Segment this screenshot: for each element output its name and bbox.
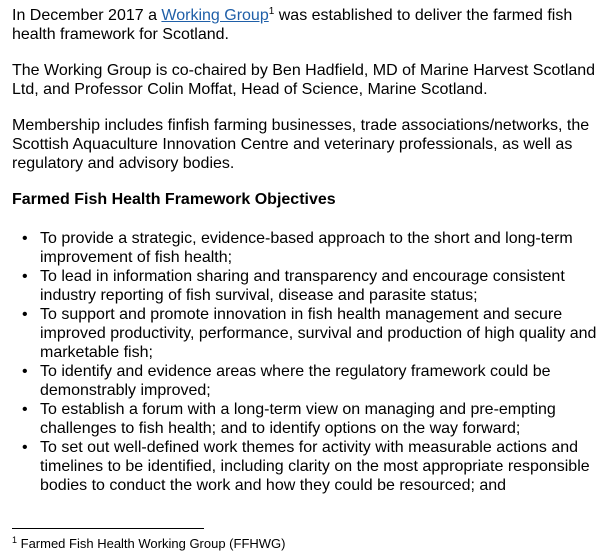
intro-text-before: In December 2017 a <box>12 7 162 24</box>
membership-paragraph: Membership includes finfish farming businesses, trade associations/networks, the Scottish Aquaculture Innovation Centre and veterinary professionals, as well as regulatory and advisory bodies. <box>12 117 590 172</box>
objective-item <box>12 305 607 362</box>
footnote <box>12 536 286 552</box>
objective-item <box>12 229 607 267</box>
section-heading: Farmed Fish Health Framework Objectives <box>12 191 336 208</box>
footnote-divider <box>12 528 204 529</box>
bullet-icon: • <box>22 439 28 456</box>
objective-item <box>12 438 607 495</box>
objective-text: To establish a forum with a long-term view on managing and pre-empting challenges to fish health; and to identify options on the way forward; <box>40 401 556 437</box>
intro-text-after: was established to deliver the farmed fish health framework for Scotland. <box>12 7 573 43</box>
objectives-list <box>12 229 607 495</box>
objective-text: To set out well-defined work themes for activity with measurable actions and timelines to be identified, including clarity on the most appropriate responsible bodies to conduct the work and how they could be resourced; and <box>40 439 590 494</box>
footnote-reference: 1 <box>268 6 275 17</box>
intro-paragraph <box>12 6 607 44</box>
bullet-icon: • <box>22 268 28 285</box>
working-group-link[interactable]: Working Group <box>161 7 269 24</box>
objective-item <box>12 267 607 305</box>
document-body <box>12 6 607 495</box>
footnote-number: 1 <box>12 535 18 545</box>
objective-text: To support and promote innovation in fish health management and secure improved productivity, performance, survival and production of high quality and marketable fish; <box>40 306 597 361</box>
objective-text: To lead in information sharing and transparency and encourage consistent industry reporting of fish survival, disease and parasite status; <box>40 268 565 304</box>
cochairs-paragraph: The Working Group is co-chaired by Ben Hadfield, MD of Marine Harvest Scotland Ltd, and Professor Colin Moffat, Head of Science, Marine Scotland. <box>12 62 596 98</box>
objective-text: To provide a strategic, evidence-based approach to the short and long-term improvement of fish health; <box>40 230 573 266</box>
objective-item <box>12 400 607 438</box>
bullet-icon: • <box>22 401 28 418</box>
bullet-icon: • <box>22 306 28 323</box>
objective-item <box>12 362 607 400</box>
footnote-text: Farmed Fish Health Working Group (FFHWG) <box>17 536 286 551</box>
objective-text: To identify and evidence areas where the regulatory framework could be demonstrably improved; <box>40 363 551 399</box>
bullet-icon: • <box>22 363 28 380</box>
bullet-icon: • <box>22 230 28 247</box>
